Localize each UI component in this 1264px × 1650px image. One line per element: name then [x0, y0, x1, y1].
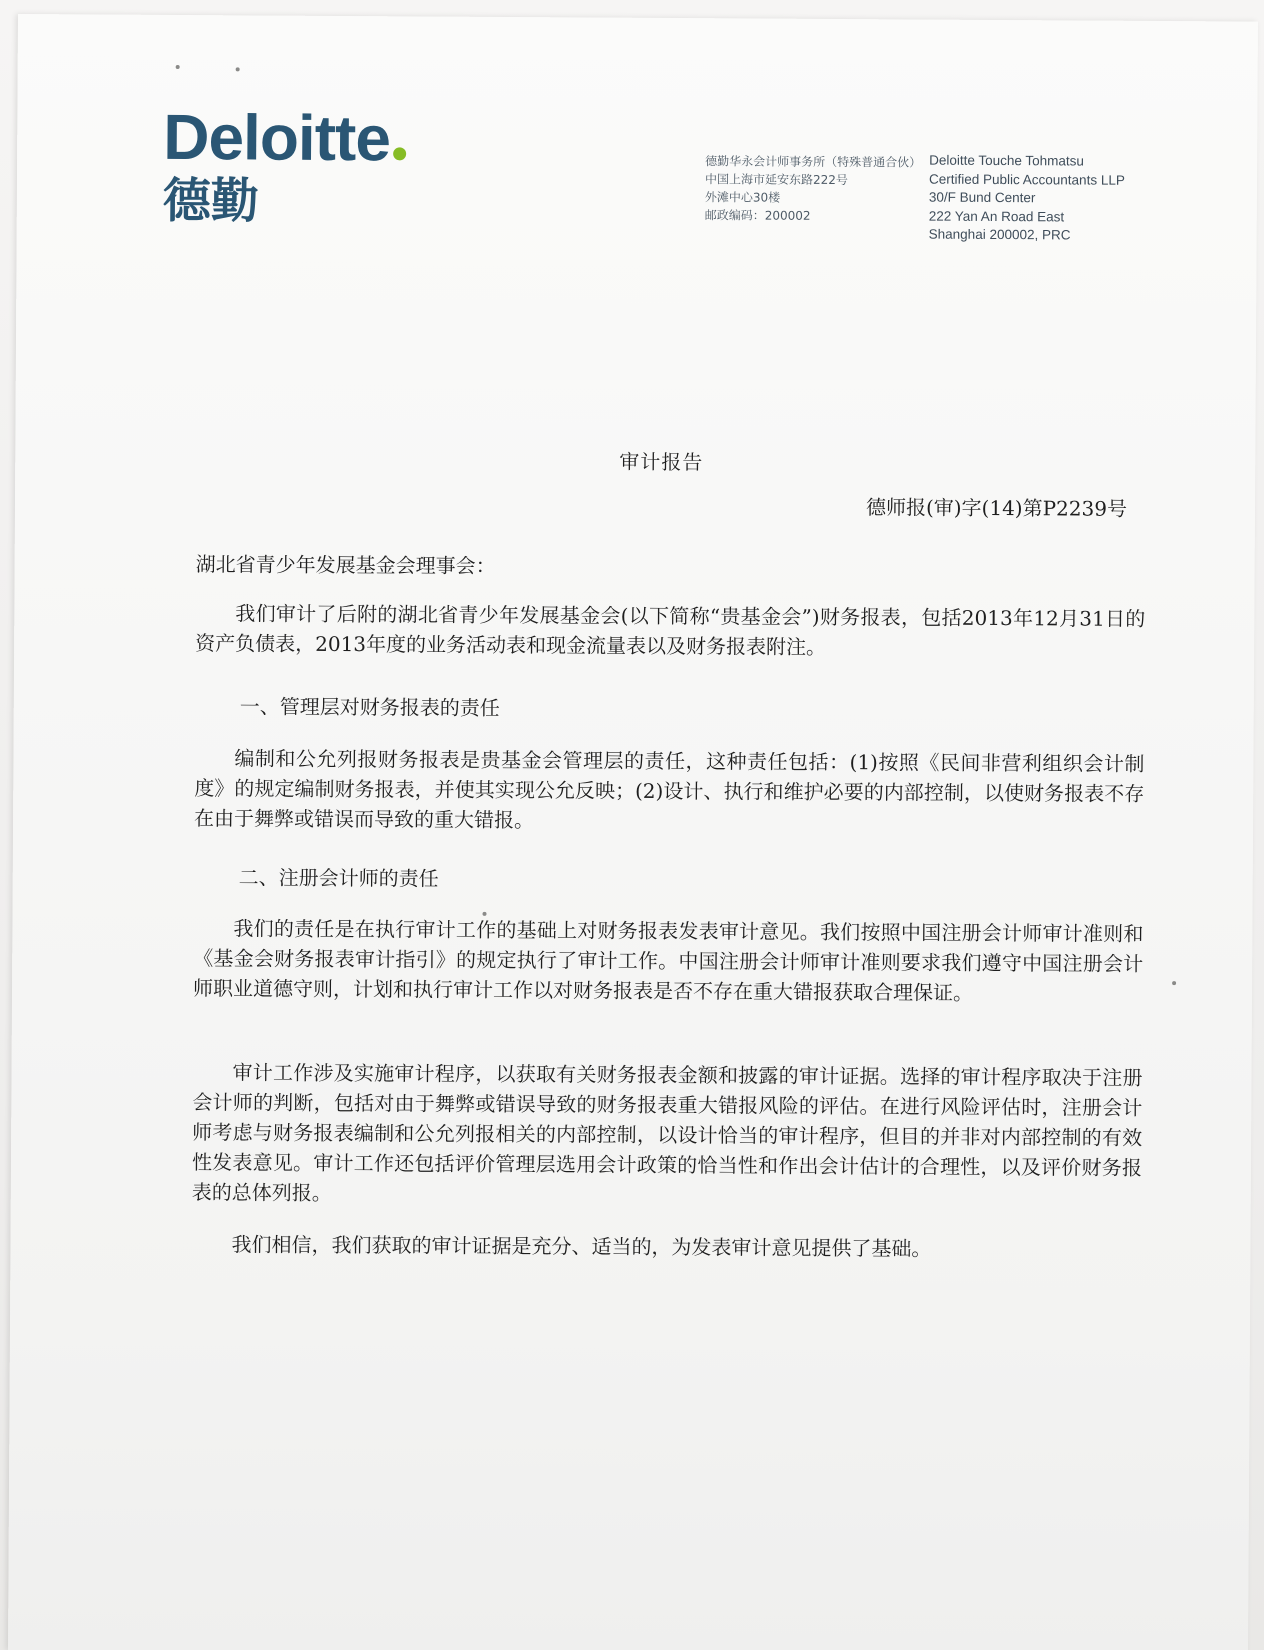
salutation: 湖北省青少年发展基金会理事会： — [195, 552, 496, 578]
deloitte-logo — [162, 100, 406, 230]
scan-speck — [236, 67, 240, 71]
address-en-line: Deloitte Touche Tohmatsu — [929, 152, 1085, 169]
logo-text-en: Deloitte — [163, 100, 391, 175]
report-number: 德师报(审)字(14)第P2239号 — [865, 495, 1128, 521]
address-en-line: Certified Public Accountants LLP — [928, 171, 1125, 188]
logo-text-cn: 德勤 — [162, 172, 260, 230]
address-cn-line: 外滩中心30楼 — [704, 190, 781, 205]
address-block-en — [929, 152, 1125, 246]
address-cn-line: 邮政编码：200002 — [704, 208, 811, 223]
intro-paragraph: 我们审计了后附的湖北省青少年发展基金会(以下简称“贵基金会”)财务报表，包括2013年12月31日的资产负债表，2013年度的业务活动表和现金流量表以及财务报表附注。 — [195, 601, 1146, 659]
address-en-line: 222 Yan An Road East — [928, 208, 1065, 224]
logo-green-dot — [393, 147, 406, 160]
auditor-responsibility-paragraph-2: 审计工作涉及实施审计程序，以获取有关财务报表金额和披露的审计证据。选择的审计程序取决于注册会计师的判断，包括对由于舞弊或错误导致的财务报表重大错报风险的评估。在进行风险评估时，注册会计师考虑与财务报表编制和公允列报相关的内部控制，以设计恰当的审计程序，但目的并非对内部控制的有效性发表意见。审计工作还包括评价管理层选用会计政策的恰当性和作出会计估计的合理性，以及评价财务报表的总体列报。 — [191, 1060, 1143, 1205]
address-en-line: Shanghai 200002, PRC — [928, 226, 1071, 243]
logo-wordmark — [163, 100, 406, 175]
address-en-line: 30/F Bund Center — [928, 189, 1036, 206]
auditor-responsibility-paragraph-3: 我们相信，我们获取的审计证据是充分、适当的，为发表审计意见提供了基础。 — [231, 1232, 932, 1261]
scan-speck — [1172, 981, 1176, 985]
address-cn-line: 德勤华永会计师事务所（特殊普通合伙） — [705, 154, 922, 170]
address-block-cn — [705, 152, 921, 225]
section-heading-management: 一、管理层对财务报表的责任 — [239, 694, 500, 720]
section-heading-auditor: 二、注册会计师的责任 — [238, 865, 439, 891]
scan-speck — [176, 65, 180, 69]
report-title: 审计报告 — [619, 449, 704, 475]
paper-sheet — [8, 14, 1258, 1650]
management-responsibility-paragraph: 编制和公允列报财务报表是贵基金会管理层的责任，这种责任包括：(1)按照《民间非营利组织会计制度》的规定编制财务报表，并使其实现公允反映；(2)设计、执行和维护必要的内部控制，以使财务报表不存在由于舞弊或错误而导致的重大错报。 — [194, 746, 1145, 833]
auditor-responsibility-paragraph-1: 我们的责任是在执行审计工作的基础上对财务报表发表审计意见。我们按照中国注册会计师审计准则和《基金会财务报表审计指引》的规定执行了审计工作。中国注册会计师审计准则要求我们遵守中国注册会计师职业道德守则，计划和执行审计工作以对财务报表是否不存在重大错报获取合理保证。 — [192, 916, 1144, 1005]
address-cn-line: 中国上海市延安东路222号 — [704, 172, 848, 188]
